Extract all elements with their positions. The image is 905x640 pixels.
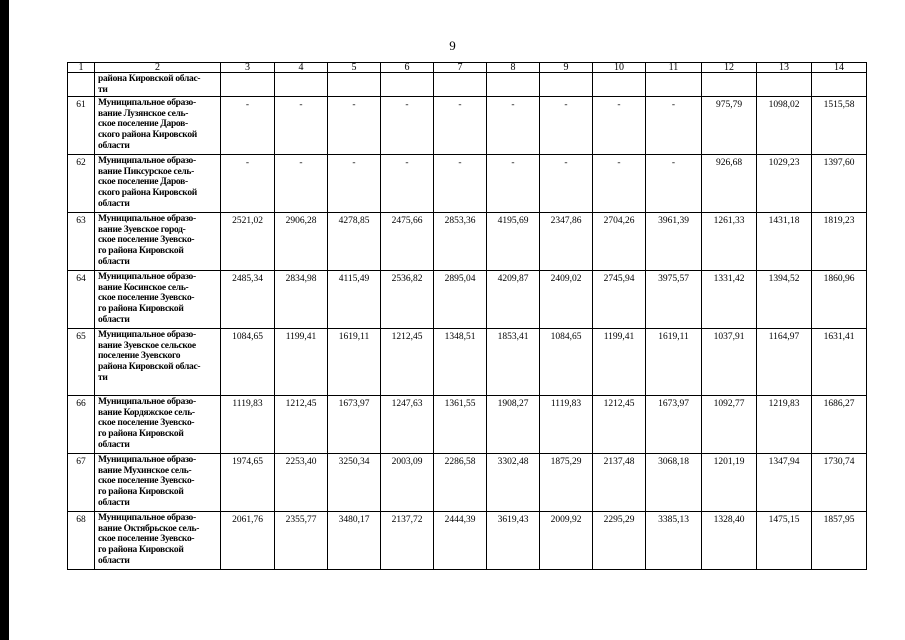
name-line: вание Мухинское сель-: [98, 465, 192, 476]
name-line: ти: [98, 372, 108, 383]
value-cell: [275, 73, 328, 97]
value-cell: 2003,09: [381, 454, 434, 512]
value-cell: 4195,69: [487, 213, 540, 271]
value-cell: 1201,19: [702, 454, 757, 512]
page-number: 9: [449, 38, 456, 53]
value-cell: 2347,86: [540, 213, 593, 271]
municipality-name-cell: [95, 512, 221, 570]
value-cell: 1328,40: [702, 512, 757, 570]
value-cell: 1119,83: [221, 396, 275, 454]
value-cell: 3961,39: [646, 213, 702, 271]
value-cell: -: [381, 97, 434, 155]
value-cell: 1037,91: [702, 329, 757, 396]
value-cell: 1164,97: [757, 329, 812, 396]
value-cell: 3385,13: [646, 512, 702, 570]
table-row: [68, 213, 867, 271]
value-cell: 2853,36: [434, 213, 487, 271]
value-cell: 3975,57: [646, 271, 702, 329]
value-cell: 4278,85: [328, 213, 381, 271]
value-cell: [487, 73, 540, 97]
name-line: района Кировской облас-: [98, 74, 201, 84]
municipality-name-cell: [95, 73, 221, 97]
value-cell: 3619,43: [487, 512, 540, 570]
value-cell: 1119,83: [540, 396, 593, 454]
name-line: вание Лузянское сель-: [98, 108, 189, 119]
value-cell: -: [275, 155, 328, 213]
column-number-cell: 2: [95, 63, 221, 73]
municipality-name-cell: [95, 454, 221, 512]
value-cell: 1361,55: [434, 396, 487, 454]
name-line: области: [98, 497, 130, 508]
name-line: поселение Зуевского: [98, 351, 181, 362]
value-cell: 4209,87: [487, 271, 540, 329]
value-cell: -: [593, 155, 646, 213]
value-cell: 2444,39: [434, 512, 487, 570]
municipality-name-cell: [95, 213, 221, 271]
name-line: ского района Кировской: [98, 187, 197, 198]
value-cell: 1084,65: [221, 329, 275, 396]
column-number-cell: 14: [812, 63, 867, 73]
name-line: Муниципальное образо-: [98, 272, 196, 283]
value-cell: 1212,45: [381, 329, 434, 396]
value-cell: 2295,29: [593, 512, 646, 570]
name-line: ти: [98, 84, 108, 95]
value-cell: -: [328, 155, 381, 213]
value-cell: -: [221, 97, 275, 155]
table-body: [68, 63, 867, 570]
name-line: области: [98, 439, 130, 450]
value-cell: -: [434, 155, 487, 213]
tariff-table: [67, 62, 867, 570]
table-row: [68, 155, 867, 213]
name-line: ское поселение Зуевско-: [98, 293, 195, 304]
column-number-cell: 4: [275, 63, 328, 73]
value-cell: 1092,77: [702, 396, 757, 454]
value-cell: -: [540, 97, 593, 155]
column-number-row: [68, 63, 867, 73]
name-line: Муниципальное образо-: [98, 214, 196, 225]
name-line: вание Косинское сель-: [98, 282, 189, 293]
value-cell: 1219,83: [757, 396, 812, 454]
name-line: области: [98, 314, 130, 325]
value-cell: 1098,02: [757, 97, 812, 155]
value-cell: -: [328, 97, 381, 155]
value-cell: 2745,94: [593, 271, 646, 329]
name-line: Муниципальное образо-: [98, 98, 196, 109]
column-number-cell: 10: [593, 63, 646, 73]
column-number-cell: 7: [434, 63, 487, 73]
row-number-cell: 63: [68, 213, 95, 271]
value-cell: [702, 73, 757, 97]
name-line: области: [98, 555, 130, 566]
row-number-cell: 66: [68, 396, 95, 454]
value-cell: 1247,63: [381, 396, 434, 454]
table-row: [68, 512, 867, 570]
name-line: го района Кировской: [98, 245, 184, 256]
value-cell: 2355,77: [275, 512, 328, 570]
value-cell: -: [487, 97, 540, 155]
table-row: [68, 97, 867, 155]
name-line: ское поселение Зуевско-: [98, 235, 195, 246]
name-line: области: [98, 256, 130, 267]
value-cell: [381, 73, 434, 97]
value-cell: -: [381, 155, 434, 213]
column-number-cell: 11: [646, 63, 702, 73]
value-cell: 1875,29: [540, 454, 593, 512]
value-cell: 1631,41: [812, 329, 867, 396]
name-line: Муниципальное образо-: [98, 455, 196, 466]
value-cell: 1673,97: [328, 396, 381, 454]
continuation-row: [68, 73, 867, 97]
value-cell: -: [434, 97, 487, 155]
value-cell: 1908,27: [487, 396, 540, 454]
value-cell: [812, 73, 867, 97]
value-cell: 2834,98: [275, 271, 328, 329]
municipality-name-cell: [95, 97, 221, 155]
value-cell: 3068,18: [646, 454, 702, 512]
value-cell: -: [646, 155, 702, 213]
name-line: области: [98, 198, 130, 209]
name-line: го района Кировской: [98, 428, 184, 439]
value-cell: 1331,42: [702, 271, 757, 329]
row-number-cell: 62: [68, 155, 95, 213]
value-cell: 2521,02: [221, 213, 275, 271]
name-line: вание Октябрьское сель-: [98, 523, 200, 534]
table-row: [68, 396, 867, 454]
table-row: [68, 454, 867, 512]
column-number-cell: 8: [487, 63, 540, 73]
value-cell: [757, 73, 812, 97]
value-cell: 2409,02: [540, 271, 593, 329]
name-line: вание Кордяжское сель-: [98, 407, 195, 418]
name-line: вание Пиксурское сель-: [98, 166, 195, 177]
name-line: Муниципальное образо-: [98, 330, 196, 341]
name-line: области: [98, 140, 130, 151]
name-line: ское поселение Зуевско-: [98, 476, 195, 487]
value-cell: [593, 73, 646, 97]
value-cell: 926,68: [702, 155, 757, 213]
value-cell: 1199,41: [275, 329, 328, 396]
municipality-name-cell: [95, 396, 221, 454]
row-number-cell: 61: [68, 97, 95, 155]
value-cell: [540, 73, 593, 97]
row-number-cell: 67: [68, 454, 95, 512]
value-cell: [221, 73, 275, 97]
municipality-name-cell: [95, 155, 221, 213]
value-cell: 2536,82: [381, 271, 434, 329]
municipality-name-cell: [95, 271, 221, 329]
value-cell: -: [487, 155, 540, 213]
name-line: вание Зуевское город-: [98, 224, 186, 235]
name-line: ское поселение Даров-: [98, 177, 188, 188]
value-cell: 1084,65: [540, 329, 593, 396]
column-number-cell: 12: [702, 63, 757, 73]
value-cell: 2475,66: [381, 213, 434, 271]
value-cell: 1730,74: [812, 454, 867, 512]
value-cell: 1199,41: [593, 329, 646, 396]
value-cell: 3302,48: [487, 454, 540, 512]
value-cell: 1686,27: [812, 396, 867, 454]
name-line: ского района Кировской: [98, 129, 197, 140]
value-cell: 1348,51: [434, 329, 487, 396]
column-number-cell: 3: [221, 63, 275, 73]
value-cell: 1515,58: [812, 97, 867, 155]
value-cell: 1347,94: [757, 454, 812, 512]
value-cell: 1397,60: [812, 155, 867, 213]
value-cell: 2485,34: [221, 271, 275, 329]
column-number-cell: 9: [540, 63, 593, 73]
column-number-cell: 6: [381, 63, 434, 73]
value-cell: -: [275, 97, 328, 155]
value-cell: 1853,41: [487, 329, 540, 396]
value-cell: -: [221, 155, 275, 213]
value-cell: 2253,40: [275, 454, 328, 512]
value-cell: 1857,95: [812, 512, 867, 570]
municipality-name-cell: [95, 329, 221, 396]
row-number-cell: 68: [68, 512, 95, 570]
name-line: вание Зуевское сельское: [98, 340, 196, 351]
value-cell: 1394,52: [757, 271, 812, 329]
value-cell: 2704,26: [593, 213, 646, 271]
name-line: го района Кировской: [98, 486, 184, 497]
value-cell: -: [646, 97, 702, 155]
name-line: ское поселение Зуевско-: [98, 418, 195, 429]
value-cell: -: [540, 155, 593, 213]
value-cell: 1819,23: [812, 213, 867, 271]
value-cell: 1860,96: [812, 271, 867, 329]
table-row: [68, 271, 867, 329]
name-line: го района Кировской: [98, 303, 184, 314]
value-cell: 2895,04: [434, 271, 487, 329]
table-row: [68, 329, 867, 396]
scan-edge-bar: [0, 0, 9, 640]
name-line: Муниципальное образо-: [98, 156, 196, 167]
value-cell: [328, 73, 381, 97]
value-cell: 2286,58: [434, 454, 487, 512]
value-cell: [646, 73, 702, 97]
value-cell: 1619,11: [328, 329, 381, 396]
value-cell: 1212,45: [593, 396, 646, 454]
row-number-cell: [68, 73, 95, 97]
name-line: Муниципальное образо-: [98, 513, 196, 524]
value-cell: 2906,28: [275, 213, 328, 271]
value-cell: 3250,34: [328, 454, 381, 512]
value-cell: 1029,23: [757, 155, 812, 213]
value-cell: 3480,17: [328, 512, 381, 570]
column-number-cell: 5: [328, 63, 381, 73]
column-number-cell: 13: [757, 63, 812, 73]
value-cell: 1475,15: [757, 512, 812, 570]
column-number-cell: 1: [68, 63, 95, 73]
row-number-cell: 64: [68, 271, 95, 329]
value-cell: [434, 73, 487, 97]
name-line: района Кировской облас-: [98, 361, 201, 372]
value-cell: -: [593, 97, 646, 155]
value-cell: 1212,45: [275, 396, 328, 454]
value-cell: 1619,11: [646, 329, 702, 396]
name-line: ское поселение Зуевско-: [98, 534, 195, 545]
value-cell: 2137,72: [381, 512, 434, 570]
value-cell: 4115,49: [328, 271, 381, 329]
value-cell: 1974,65: [221, 454, 275, 512]
value-cell: 1673,97: [646, 396, 702, 454]
value-cell: 2061,76: [221, 512, 275, 570]
value-cell: 2009,92: [540, 512, 593, 570]
value-cell: 975,79: [702, 97, 757, 155]
value-cell: 1261,33: [702, 213, 757, 271]
name-line: го района Кировской: [98, 544, 184, 555]
value-cell: 2137,48: [593, 454, 646, 512]
row-number-cell: 65: [68, 329, 95, 396]
name-line: ское поселение Даров-: [98, 119, 188, 130]
name-line: Муниципальное образо-: [98, 397, 196, 408]
value-cell: 1431,18: [757, 213, 812, 271]
